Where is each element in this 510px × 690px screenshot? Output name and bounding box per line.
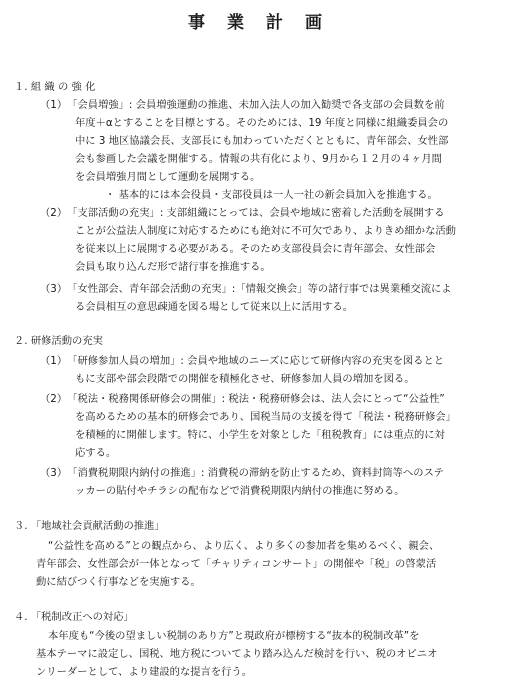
section-4-heading: ４. 「税制改正への対応」: [14, 611, 134, 623]
section-1-item-2-line: 会員も取り込んだ形で諸行事を推進する。: [75, 261, 271, 273]
section-2-item-1-line: （1） 「研修参加人員の増加」: 会員や地域のニーズに応じて研修内容の充実を図るとと: [40, 355, 445, 367]
section-1-item-3-line: る会員相互の意思疎通を図る場として従来以上に活用する。: [75, 301, 354, 313]
section-3-body-line: 青年部会、女性部会が一体となって「チャリティコンサート」の開催や「税」の啓蒙活: [36, 558, 437, 570]
section-2-item-2-line: を高めるための基本的研修会であり、国税当局の支援を得て「税法・税務研修会」: [75, 411, 456, 423]
section-2-item-1-line: もに支部や部会段階での開催を積極化させ、研修参加人員の増加を図る。: [75, 373, 415, 385]
section-1-item-2-line: を従来以上に展開する必要がある。そのため支部役員会に青年部会、女性部会: [75, 243, 436, 255]
section-3-heading: ３. 「地域社会貢献活動の推進」: [14, 520, 165, 532]
section-1-item-1-line: 中に 3 地区協議会長、支部長にも加わっていただくとともに、青年部会、女性部: [75, 135, 449, 147]
section-1-item-2-line: （2） 「支部活動の充実」: 支部組織にとっては、会員や地域に密着した活動を展開する: [40, 207, 445, 219]
section-2-item-2-line: を積極的に開催します。特に、小学生を対象とした「租税教育」には重点的に対: [75, 429, 445, 441]
section-1-item-1-line: （1） 「会員増強」: 会員増強運動の推進、未加入法人の加入勧奨で各支部の会員数を前: [40, 99, 445, 111]
section-4-body-line: ンリーダーとして、より建設的な提言を行う。: [36, 666, 253, 678]
section-2-item-2-line: 応する。: [75, 447, 117, 459]
section-3-body-line: “公益性を高める”との観点から、より広く、より多くの参加者を集めるべく、親会、: [48, 540, 440, 552]
section-1-heading: １. 組 織 の 強 化: [14, 81, 96, 93]
document-title: 事業計画: [188, 13, 344, 33]
section-1-item-3-line: （3） 「女性部会、青年部会活動の充実」:「情報交換会」等の諸行事では異業種交流によ: [40, 283, 452, 295]
section-1-item-2-line: ことが公益法人制度に対応するためにも絶対に不可欠であり、よりきめ細かな活動: [75, 225, 456, 237]
section-1-item-1-line: を会員増強月間として運動を展開する。: [75, 171, 261, 183]
section-1-item-1-line: 年度＋αとすることを目標とする。そのためには、19 年度と同様に組織委員会の: [75, 117, 449, 129]
section-2-item-3-line: （3） 「消費税期限内納付の推進」: 消費税の滞納を防止するため、資料封筒等へのステ: [40, 467, 444, 479]
section-3-body-line: 動に結びつく行事などを実施する。: [36, 576, 201, 588]
section-2-heading: ２. 研修活動の充実: [14, 335, 103, 347]
section-1-bullet: ・ 基本的には本会役員・支部役員は一人一社の新会員加入を推進する。: [105, 189, 438, 201]
section-2-item-3-line: ッカーの貼付やチラシの配布などで消費税期限内納付の推進に努める。: [75, 485, 405, 497]
section-4-body-line: 本年度も“今後の望ましい税制のあり方”と現政府が標榜する“抜本的税制改革”を: [48, 630, 420, 642]
section-1-item-1-line: 会も参画した会議を開催する。情報の共有化により、9月から１２月の４ヶ月間: [75, 153, 442, 165]
section-2-item-2-line: （2） 「税法・税務関係研修会の開催」: 税法・税務研修会は、法人会にとって“公益性”: [40, 393, 445, 405]
section-4-body-line: 基本テーマに設定し、国税、地方税についてより踏み込んだ検討を行い、税のオピニオ: [36, 648, 438, 660]
